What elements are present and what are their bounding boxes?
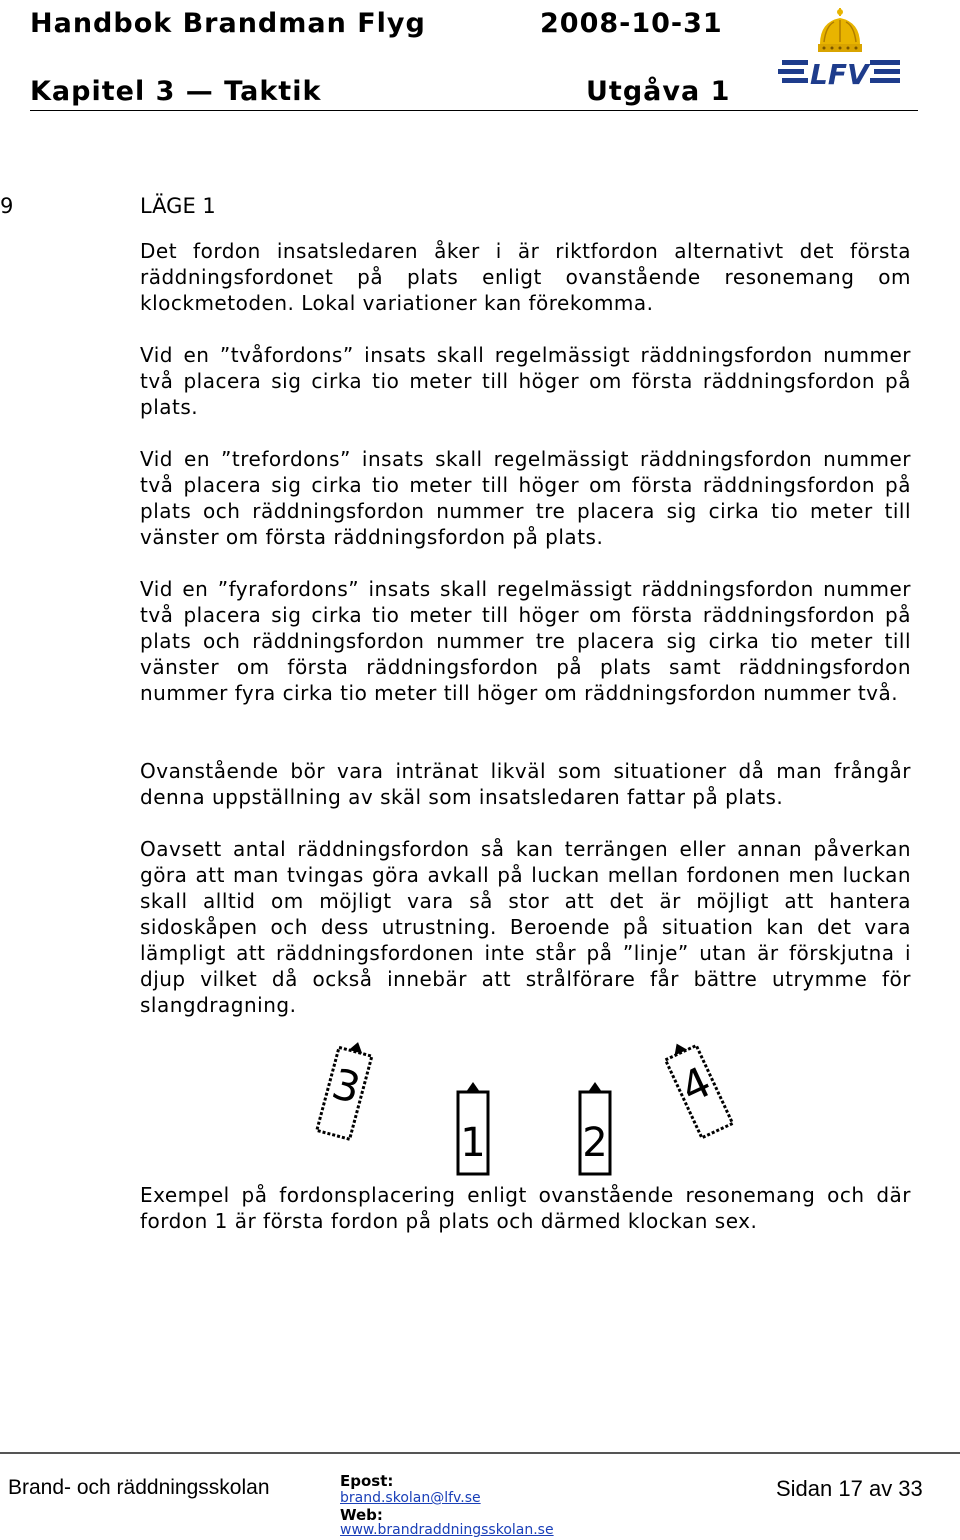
section-number: 9: [0, 194, 14, 218]
paragraph: Vid en ”fyrafordons” insats skall regelmässigt räddningsfordon nummer två placera sig cirka tio meter till höger om första räddningsfordon på plats och räddningsfordon nummer tre placera sig cirka tio meter till vänster om första räddningsfordon på plats samt räddningsfordon nummer fyra cirka tio meter till höger om räddningsfordon nummer två.: [140, 577, 911, 705]
edition-label: Utgåva 1: [586, 76, 731, 107]
paragraph: Vid en ”trefordons” insats skall regelmässigt räddningsfordon nummer två placera sig cirka tio meter till höger om första räddningsfordon på plats och räddningsfordon nummer tre placera sig cirka tio meter till vänster om första räddningsfordon på plats.: [140, 447, 911, 549]
paragraph: Det fordon insatsledaren åker i är riktfordon alternativt det första räddningsfordonet på plats enligt ovanstående resonemang om klockmetoden. Lokal variationer kan förekomma.: [140, 239, 911, 315]
logo-text: LFV: [810, 58, 869, 91]
chapter-title: Kapitel 3 — Taktik: [30, 76, 322, 107]
footer-web-link[interactable]: www.brandraddningsskolan.se: [340, 1522, 554, 1538]
footer-email-link[interactable]: brand.skolan@lfv.se: [340, 1490, 481, 1506]
paragraph: Vid en ”tvåfordons” insats skall regelmässigt räddningsfordon nummer två placera sig cirka tio meter till höger om första räddningsfordon på plats.: [140, 343, 911, 419]
vehicle-number: 1: [460, 1120, 486, 1166]
document-title: Handbok Brandman Flyg: [30, 8, 426, 39]
vehicle-number: 3: [327, 1058, 366, 1114]
vehicle-number: 2: [582, 1120, 608, 1166]
vehicle-2-icon: [580, 1082, 610, 1174]
vehicle-3-icon: [317, 1040, 375, 1139]
header-divider: [30, 110, 918, 111]
section-title: LÄGE 1: [140, 194, 216, 218]
footer-divider: [0, 1452, 960, 1454]
page-number: Sidan 17 av 33: [776, 1476, 923, 1501]
lfv-logo: [776, 4, 906, 94]
vehicle-number: 4: [673, 1057, 719, 1113]
vehicle-placement-figure: [270, 1040, 750, 1180]
footer-email-label: Epost:: [340, 1472, 394, 1490]
vehicle-1-icon: [458, 1082, 488, 1174]
paragraph: Ovanstående bör vara intränat likväl som situationer då man frångår denna uppställning av skäl som insatsledaren fattar på plats.: [140, 759, 911, 809]
lfv-wordmark: [778, 58, 900, 91]
footer-school-name: Brand- och räddningsskolan: [8, 1476, 270, 1499]
paragraph: Oavsett antal räddningsfordon så kan terrängen eller annan påverkan göra att man tvingas göra avkall på luckan mellan fordonen men luckan skall alltid om möjligt vara så stor att det är möjligt att hantera sidoskåpen och dess utrustning. Beroende på situation kan det vara lämpligt att räddningsfordonen inte står på ”linje” utan är förskjutna i djup vilket då också innebär att strålförare får bättre utrymme för slangdragning.: [140, 837, 911, 1017]
vehicle-4-icon: [661, 1040, 732, 1138]
footer-web-label: Web:: [340, 1506, 383, 1524]
crown-icon: [818, 8, 862, 52]
figure-caption: Exempel på fordonsplacering enligt ovanstående resonemang och där fordon 1 är första fordon på plats och därmed klockan sex.: [140, 1183, 911, 1233]
document-date: 2008-10-31: [540, 8, 723, 39]
